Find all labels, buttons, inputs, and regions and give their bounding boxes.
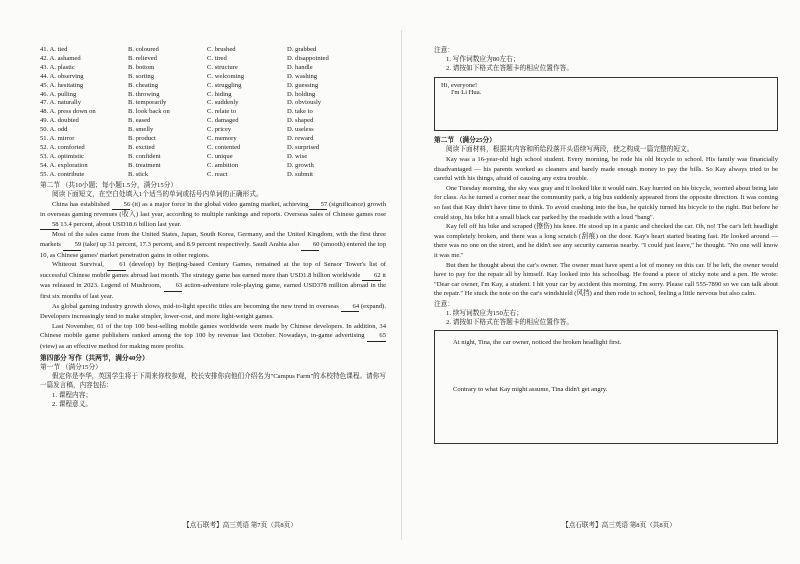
option-cell: C. relate to <box>207 108 237 116</box>
note-item-2: 2. 请按如下格式在答题卡的相应位置作答。 <box>446 65 574 72</box>
option-cell: D. surprised <box>287 143 320 151</box>
note-item-1: 1. 写作词数应为80左右； <box>446 56 520 63</box>
blank-63[interactable]: 63 <box>164 281 183 292</box>
passage-paragraph <box>40 200 386 231</box>
blank-59[interactable]: 59 <box>63 240 82 251</box>
option-cell: D. wise <box>287 152 308 160</box>
option-row <box>40 144 367 153</box>
option-row <box>40 55 367 64</box>
options-table <box>40 46 367 180</box>
option-cell: 51. A. mirror <box>40 135 75 143</box>
option-cell: C. unique <box>207 152 233 160</box>
note-title: 注意： <box>434 47 455 54</box>
writing1-answer-box <box>434 77 778 131</box>
blank-57[interactable]: 57 <box>309 200 328 211</box>
box2-paragraph-1-opener: At night, Tina, the car owner, noticed the broken headlight first. <box>453 338 622 346</box>
note2-title: 注意： <box>434 300 455 308</box>
option-cell: C. memory <box>207 135 237 143</box>
option-cell: C. react <box>207 170 228 178</box>
option-cell: B. bottom <box>128 63 155 71</box>
passage-text: (it) as a major force in the global video gaming market, achieving <box>130 200 309 208</box>
option-cell: C. suddenly <box>207 99 239 107</box>
section2-heading: 第二节 （共10小题；每小题1.5分，满分15分） <box>40 181 178 189</box>
option-cell: B. treatment <box>128 161 161 169</box>
option-cell: 53. A. optimistic <box>40 152 84 160</box>
option-row <box>40 46 367 55</box>
option-row <box>40 153 367 162</box>
option-cell: C. welcoming <box>207 72 244 80</box>
option-cell: B. stick <box>128 170 149 178</box>
passage-text: As global gaming industry growth slows, mid-to-light specific titles are becoming the new trend in overseas <box>52 302 341 310</box>
option-row <box>40 91 367 100</box>
option-row <box>40 171 367 180</box>
section2-instruction: 阅读下面短文，在空白处填入1个适当的单词或括号内单词的正确形式。 <box>52 190 263 198</box>
story-paragraph-3: Kay fell off his bike and scraped (擦伤) his knee. He stood up in a panic and checked the car. Oh, no! The car's left headlight was completely broken, and there was a long scratch (刮痕) on the door. Kay's heart started beating fast. He looked around — there was no one on the street, and he didn't see any security cameras nearby. "I could just leave," he thought. "No one will know it was me." <box>434 223 778 259</box>
passage-paragraph <box>40 322 386 352</box>
right-section2-instruction: 阅读下面材料，根据其内容和所给段落开头语续写两段，使之构成一篇完整的短文。 <box>446 146 694 153</box>
option-row <box>40 99 367 108</box>
option-cell: 42. A. ashamed <box>40 54 81 62</box>
option-cell: B. look back on <box>128 108 170 116</box>
option-cell: C. structure <box>207 63 238 71</box>
option-cell: D. reward <box>287 135 314 143</box>
blank-64[interactable]: 64 <box>341 302 360 313</box>
option-cell: 49. A. doubted <box>40 117 79 125</box>
option-cell: 52. A. comforted <box>40 143 85 151</box>
option-row <box>40 82 367 91</box>
passage-text: 13.4 percent, about USD18.6 billion last year. <box>58 220 182 228</box>
option-cell: D. disappointed <box>287 54 329 62</box>
option-cell: B. eased <box>128 117 151 125</box>
option-cell: C. hiding <box>207 90 232 98</box>
cloze-passage <box>40 200 386 352</box>
passage-text: China has established <box>52 200 112 208</box>
passage-text: (view) as an effective method for making more profits. <box>40 342 185 350</box>
option-cell: D. submit <box>287 170 314 178</box>
story-paragraph-4: But then he thought about the car's owner. The owner must have spent a lot of money on this car. If he left, the owner would have to pay for the repair all by himself. Kay looked into his schoolbag. He found a piece of sticky note and a pen. He wrote: "Dear car owner, I'm Kay, a student. I hit your car by accident this morning. I'm sorry. Please call 555-7890 so we can talk about the repair." He stuck the note on the car's windshield (风挡) and then rode to school, feeling a little nervous but also calm. <box>434 261 778 298</box>
blank-58[interactable]: 58 <box>40 220 59 231</box>
passage-text: action-adventure role-playing game, earned USD378 million abroad in the first six months of last year. <box>40 282 386 300</box>
right-page <box>404 0 800 564</box>
option-cell: 54. A. exploration <box>40 161 88 169</box>
blank-65[interactable]: 65 <box>367 331 386 342</box>
option-cell: D. holding <box>287 90 316 98</box>
option-row <box>40 135 367 144</box>
option-row <box>40 126 367 135</box>
option-cell: 46. A. pulling <box>40 90 77 98</box>
option-cell: B. temporarily <box>128 99 167 107</box>
passage-text: (take) up 31 percent, 17.3 percent, and 8.9 percent respectively. Saudi Arabia also <box>81 240 301 248</box>
option-cell: C. struggling <box>207 81 242 89</box>
option-row <box>40 108 367 117</box>
part4-heading: 第四部分 写作（共两节，满分40分） <box>40 354 149 362</box>
writing1-point-2: 2. 课程意义。 <box>52 400 93 408</box>
option-cell: 43. A. plastic <box>40 63 75 71</box>
passage-text: Most of the sales came from the United States, Japan, South Korea, Germany, and the United Kingdom, with the first three markets <box>40 231 386 248</box>
option-cell: B. product <box>128 135 156 143</box>
option-cell: 45. A. hesitating <box>40 81 84 89</box>
option-cell: D. shaped <box>287 117 314 125</box>
option-cell: D. handle <box>287 63 313 71</box>
option-cell: C. contented <box>207 143 241 151</box>
option-cell: C. pricey <box>207 126 232 134</box>
box1-greeting: Hi, everyone! <box>441 82 478 89</box>
option-cell: B. sorting <box>128 72 155 80</box>
option-row <box>40 64 367 73</box>
option-row <box>40 162 367 171</box>
writing1-point-1: 1. 课程内容； <box>52 391 93 399</box>
option-cell: D. washing <box>287 72 318 80</box>
option-cell: 47. A. naturally <box>40 99 82 107</box>
option-cell: B. cheating <box>128 81 159 89</box>
left-footer: 【点石联考】高三英语 第7页（共8页） <box>183 522 297 529</box>
passage-text: Last November, 61 of the top 100 best-selling mobile games worldwide were made by Chinese developers. In addition, 34 Chinese mobile game publishers ranked among the top 100 by revenue last October. Nowadays, in-game advertising <box>40 322 386 340</box>
passage-text: Whiteout Survival, <box>52 261 108 269</box>
option-cell: B. confident <box>128 152 161 160</box>
option-cell: B. smelly <box>128 126 154 134</box>
blank-60[interactable]: 60 <box>301 240 320 251</box>
option-row <box>40 117 367 126</box>
right-section2-heading: 第二节 （满分25分） <box>434 137 496 144</box>
part4-section1: 第一节 （满分15分） <box>40 363 102 371</box>
story-paragraph-1: Kay was a 16-year-old high school student. Every morning, he rode his old bicycle to school. His family was financially disadvantaged — his parents worked as cleaners and barely made enough money to pay the bills. So Kay always tried to be careful with his things, afraid of causing any extra trouble. <box>434 156 778 183</box>
box1-intro: I'm Li Hua. <box>451 89 482 96</box>
right-footer: 【点石联考】高三英语 第8页（共8页） <box>562 522 676 529</box>
option-cell: D. take to <box>287 108 313 116</box>
passage-text: it was released in 2023. Legend of Mushroom, <box>40 271 387 290</box>
option-cell: 44. A. observing <box>40 72 84 80</box>
option-cell: 50. A. odd <box>40 126 68 134</box>
passage-paragraph <box>40 260 386 301</box>
passage-text: (develop) by Beijing-based Century Games, remained at the top of Sensor Tower's list of successful Chinese mobile games abroad last month. The strategy game has earned more than USD1.8 billion worldwide <box>40 261 386 279</box>
passage-text: (significance) growth in overseas gaming revenues (收入) last year, according to multiple rankings and reports. Overseas sales of Chinese games rose <box>40 200 386 219</box>
note2-item-2: 2. 请按如下格式在答题卡的相应位置作答。 <box>446 318 574 326</box>
note2-item-1: 1. 续写词数应为150左右； <box>446 309 523 317</box>
option-cell: C. ambition <box>207 161 239 169</box>
passage-paragraph <box>40 302 386 322</box>
option-cell: B. throwing <box>128 90 160 98</box>
passage-text: (smooth) entered the top 10, as Chinese games' market penetration gains in other regions. <box>40 240 386 259</box>
option-row <box>40 73 367 82</box>
option-cell: C. brushed <box>207 46 236 53</box>
continuation-answer-box <box>434 330 778 444</box>
option-cell: C. tired <box>207 54 227 62</box>
passage-paragraph <box>40 230 386 260</box>
option-cell: B. coloured <box>128 46 159 53</box>
option-cell: D. guessing <box>287 81 319 89</box>
option-cell: C. damaged <box>207 117 239 125</box>
blank-61[interactable]: 61 <box>107 260 126 271</box>
option-cell: B. relieved <box>128 54 157 62</box>
page-divider <box>401 30 402 540</box>
option-cell: 55. A. contribute <box>40 170 85 178</box>
option-cell: D. useless <box>287 126 314 134</box>
writing1-prompt: 假定你是李华，英国学生将于下周来你校参观，校长安排你向他们介绍名为"Campus Farm"的本校特色课程。请你写一篇发言稿，内容包括： <box>40 372 386 390</box>
option-cell: D. growth <box>287 161 314 169</box>
option-cell: B. excited <box>128 143 155 151</box>
story-paragraph-2: One Tuesday morning, the sky was gray and it looked like it would rain. Kay hurried on his bicycle, worried about being late for class. As he turned a corner near the community park, a big bus suddenly appeared from the opposite direction. It was coming so fast that Kay didn't have time to think. To avoid crashing into the bus, he quickly turned his bicycle to the right. But before he could stop, his bike hit a small black car parked by the roadside with a loud "bang". <box>434 184 778 221</box>
option-cell: 48. A. press down on <box>40 108 96 116</box>
passage-text: (expand). Developers increasingly tend to make simpler, lower-cost, and more light-weight games. <box>40 302 386 321</box>
option-cell: D. grabbed <box>287 46 317 53</box>
blank-62[interactable]: 62 <box>362 271 381 282</box>
option-cell: D. obviously <box>287 99 322 107</box>
box2-paragraph-2-opener: Contrary to what Kay might assume, Tina didn't get angry. <box>453 385 608 393</box>
blank-56[interactable]: 56 <box>112 200 131 211</box>
option-cell: 41. A. tied <box>40 46 68 53</box>
